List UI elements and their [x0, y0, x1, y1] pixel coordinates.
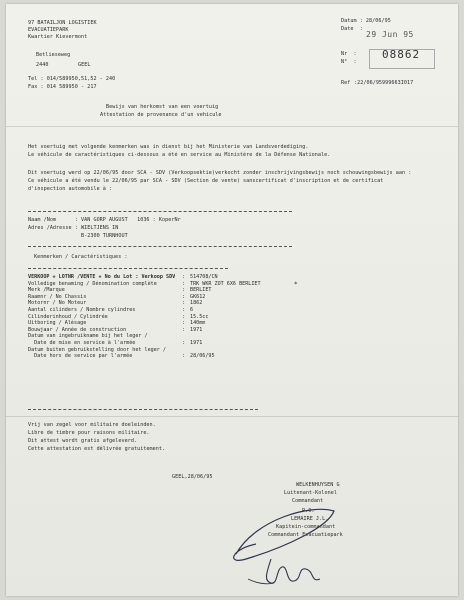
row-label: Datum buiten gebruikstelling door het leger /	[28, 346, 167, 353]
divider	[28, 268, 228, 269]
row-value: GK612	[190, 293, 206, 300]
row-value: 28/06/95	[190, 353, 215, 360]
signatory-role-right: Commandant Evacuatiepark	[268, 532, 343, 538]
row-value: TRK WKR ZOT 6X6 BERLIET	[190, 280, 261, 287]
signatory-po: P.O.	[302, 508, 315, 514]
n-label: N° :	[341, 59, 357, 65]
row-label: Date hors de service par l'armée	[28, 353, 133, 360]
signatory-rank-right: Kapitein-commandant	[276, 524, 336, 530]
divider	[28, 409, 258, 410]
nr-label: Nr :	[341, 51, 357, 57]
table-row: Raamnr / No Chassis : GK612	[28, 293, 206, 300]
org-line-2: EVACUATIEPARK	[28, 27, 69, 33]
title-fr: Attestation de provenance d'un vehicule	[100, 112, 222, 118]
document-page	[6, 4, 458, 596]
row-value: 15.5cc	[190, 313, 209, 320]
postcode: 2440	[36, 62, 49, 68]
row-label: Date de mise en service à l'armée	[28, 339, 136, 346]
date-stamp: 29 Jun 95	[366, 30, 414, 39]
signatory-name-left: WELKENHUYSEN G	[296, 482, 340, 488]
table-row: Aantal cilinders / Nombre cylindres : 6	[28, 306, 194, 313]
exemption-1: Vrij van zegel voor militaire doeleinden.	[28, 422, 156, 428]
table-row: Date hors de service par l'armée : 28/06/95	[28, 353, 215, 360]
row-label: Merk /Marque	[28, 287, 65, 294]
buyer-address-1: Adres /Adresse : WIELTJENS IN	[28, 225, 119, 231]
city: GEEL	[78, 62, 91, 68]
exemption-3: Dit attest wordt gratis afgeleverd.	[28, 438, 138, 444]
exemption-4: Cette attestation est délivrée gratuitement.	[28, 446, 166, 452]
signatory-name-right: LEMAIRE J.L.	[291, 516, 329, 522]
table-row: Merk /Marque : BERLIET	[28, 287, 212, 294]
row-label: VERKOOP + LOTNR /VENTE + No du Lot : Verkoop SDV	[28, 274, 176, 280]
row-label: Cilinderinhoud / Cylindrée	[28, 313, 108, 320]
row-label: Volledige benaming / Dénomination complète	[28, 280, 157, 287]
characteristics-table	[28, 274, 298, 360]
row-value: BERLIET	[190, 287, 212, 294]
characteristics-title: Kenmerken / Caractéristiques :	[34, 254, 128, 260]
tel: Tel : 014/589950,51,52 - 240	[28, 76, 116, 82]
table-row: Cilinderinhoud / Cylindrée : 15.5cc	[28, 313, 209, 320]
org-line-3: Kwartier Kievermont	[28, 34, 88, 40]
table-row: Uitboring / Alésage : 140mm	[28, 320, 206, 327]
row-label: Motornr / No Moteur	[28, 300, 87, 307]
intro-nl: Het voertuig met volgende kenmerken was in dienst bij het Ministerie van Landsverdediging.	[28, 144, 309, 150]
table-row: Date de mise en service à l'armée : 1971	[28, 339, 203, 346]
row-value: 140mm	[190, 320, 206, 327]
row-label: Raamnr / No Chassis	[28, 293, 87, 300]
org-line-1: 97 BATAILJON LOGISTIEK	[28, 20, 97, 26]
table-row: Bouwjaar / Année de construction : 1971	[28, 326, 203, 333]
ref-value: :22/06/95999663I017	[354, 80, 414, 86]
buyer-address-2: B-2300 TURNHOUT	[28, 233, 128, 239]
paper-fold	[6, 126, 458, 127]
signatory-rank-left: Luitenant-Kolonel	[284, 490, 337, 496]
row-value: 1862	[190, 300, 203, 307]
table-row	[28, 333, 298, 340]
intro-fr: Le véhicule de caractéristiques ci-dessous a été en service au Ministère de la Défense Nationale.	[28, 152, 331, 158]
place-date: GEEL,28/06/95	[172, 474, 213, 480]
sale-line-1: Dit voertuig werd op 22/06/95 door SCA - SDV (Verkoopsektie)verkocht zonder inschrijvingsbewijs noch schouwingsbewijs aan :	[28, 170, 412, 176]
sale-line-2: Ce véhicule a été vendu le 22/06/95 par SCA - SDV (Section de vente) sanscertificat d'inscription et de certificat	[28, 178, 384, 184]
ref-label: Ref	[341, 80, 351, 86]
fax: Fax : 014 589950 - 217	[28, 84, 97, 90]
row-label: Aantal cilinders / Nombre cylindres	[28, 306, 136, 313]
table-row: VERKOOP + LOTNR /VENTE + No du Lot : Verkoop SDV : 514708/CN	[28, 274, 218, 280]
row-label: Datum van ingebruikname bij het leger /	[28, 333, 148, 340]
buyer-name: Naam /Nom : VAN GORP AUGUST 1036 : KoperNr	[28, 217, 181, 223]
table-row: Motornr / No Moteur : 1862	[28, 300, 203, 307]
row-label: Bouwjaar / Année de construction	[28, 326, 127, 333]
street: Betlieseweg	[36, 52, 71, 58]
serial-stamp: 08862	[382, 48, 421, 61]
row-value: 1971	[190, 326, 203, 333]
exemption-2: Libre de timbre pour raisons militaire.	[28, 430, 150, 436]
divider	[28, 211, 292, 212]
datum-label: Datum : 28/06/95	[341, 18, 391, 24]
handwritten-signature	[216, 499, 346, 589]
row-value: 1971	[190, 339, 203, 346]
row-value: 514708/CN	[190, 274, 218, 280]
paper-fold	[6, 416, 458, 417]
sale-line-3: d'inspection automobile à :	[28, 186, 113, 192]
signatory-role-left: Commandant	[292, 498, 324, 504]
mark-asterisk: *	[294, 281, 298, 288]
title-nl: Bewijs van herkomst van een voertuig	[106, 104, 219, 110]
divider	[28, 246, 292, 247]
table-row: Volledige benaming / Dénomination complète : TRK WKR ZOT 6X6 BERLIET	[28, 280, 261, 287]
row-value: 6	[190, 306, 194, 313]
row-label: Uitboring / Alésage	[28, 320, 87, 327]
date-label: Date :	[341, 26, 363, 32]
